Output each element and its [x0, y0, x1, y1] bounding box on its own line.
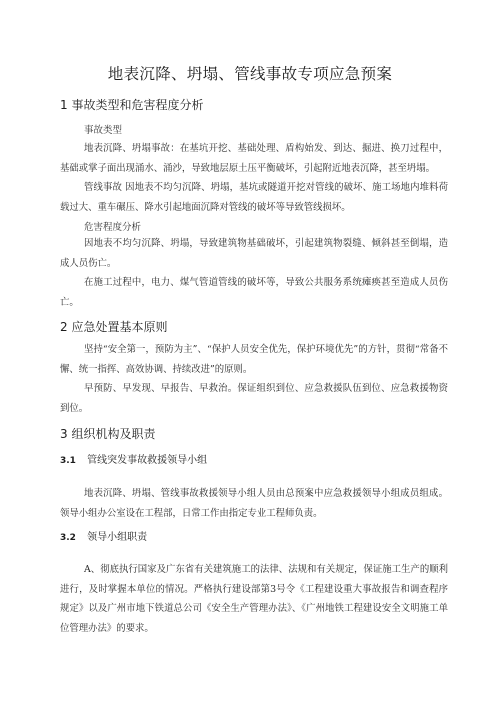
paragraph-hazard-utilities: 在施工过程中，电力、煤气管道管线的破坏等，导致公共服务系统瘫痪甚至造成人员伤亡。	[60, 277, 448, 308]
subsection-title: 管线突发事故救援领导小组	[87, 455, 208, 466]
section-1-heading	[60, 96, 203, 113]
section-number: 3	[60, 427, 68, 441]
section-2-heading	[60, 318, 167, 335]
subsection-number: 3.1	[60, 456, 76, 466]
paragraph-pipeline-accident: 管线事故 因地表不均匀沉降、坍塌，基坑或隧道开挖对管线的破坏、施工场地内堆料荷载过大、重车碾压、降水引起地面沉降对管线的破坏等导致管线损坏。	[60, 182, 448, 213]
subsection-number: 3.2	[60, 533, 76, 543]
section-title: 事故类型和危害程度分析	[71, 98, 204, 112]
paragraph-leading-group: 地表沉降、坍塌、管线事故救援领导小组人员由总预案中应急救援领导小组成员组成。领导小组办公室设在工程部，日常工作由指定专业工程师负责。	[60, 488, 448, 519]
paragraph-hazard-building: 因地表不均匀沉降、坍塌，导致建筑物基础破坏，引起建筑物裂缝、倾斜甚至倒塌，造成人员伤亡。	[60, 238, 448, 269]
paragraph-subsidence-collapse: 地表沉降、坍塌事故：在基坑开挖、基础处理、盾构始发、到达、掘进、换刀过程中，基础或掌子面出现涌水、涌沙，导致地层原土压平衡破坏，引起附近地表沉降，甚至坍塌。	[60, 143, 448, 174]
subsection-title: 领导小组职责	[87, 532, 148, 543]
subsection-3-2-heading	[60, 528, 147, 543]
document-title: 地表沉降、坍塌、管线事故专项应急预案	[107, 65, 393, 83]
subheading-hazard-analysis: 危害程度分析	[84, 222, 142, 233]
subheading-accident-types: 事故类型	[84, 125, 123, 136]
section-title: 组织机构及职责	[71, 427, 156, 441]
section-number: 1	[60, 98, 68, 112]
section-title: 应急处置基本原则	[71, 320, 168, 334]
paragraph-early-prevention: 早预防、早发现、早报告、早救治。保证组织到位、应急救援队伍到位、应急救援物资到位。	[60, 383, 448, 414]
section-3-heading	[60, 425, 155, 442]
section-number: 2	[60, 320, 68, 334]
subsection-3-1-heading	[60, 451, 207, 466]
paragraph-group-duties: A、彻底执行国家及广东省有关建筑施工的法律、法规和有关规定，保证施工生产的顺利进行，及时掌握本单位的情况。严格执行建设部第3号令《工程建设重大事故报告和调查程序规定》以及广州市地下铁道总公司《安全生产管理办法》、《广州地铁工程建设安全文明施工单位管理办法》的要求。	[60, 564, 448, 634]
paragraph-principles: 坚持“安全第一，预防为主”、“保护人员安全优先，保护环境优先”的方针，贯彻“常备不懈、统一指挥、高效协调、持续改进”的原则。	[60, 344, 448, 375]
